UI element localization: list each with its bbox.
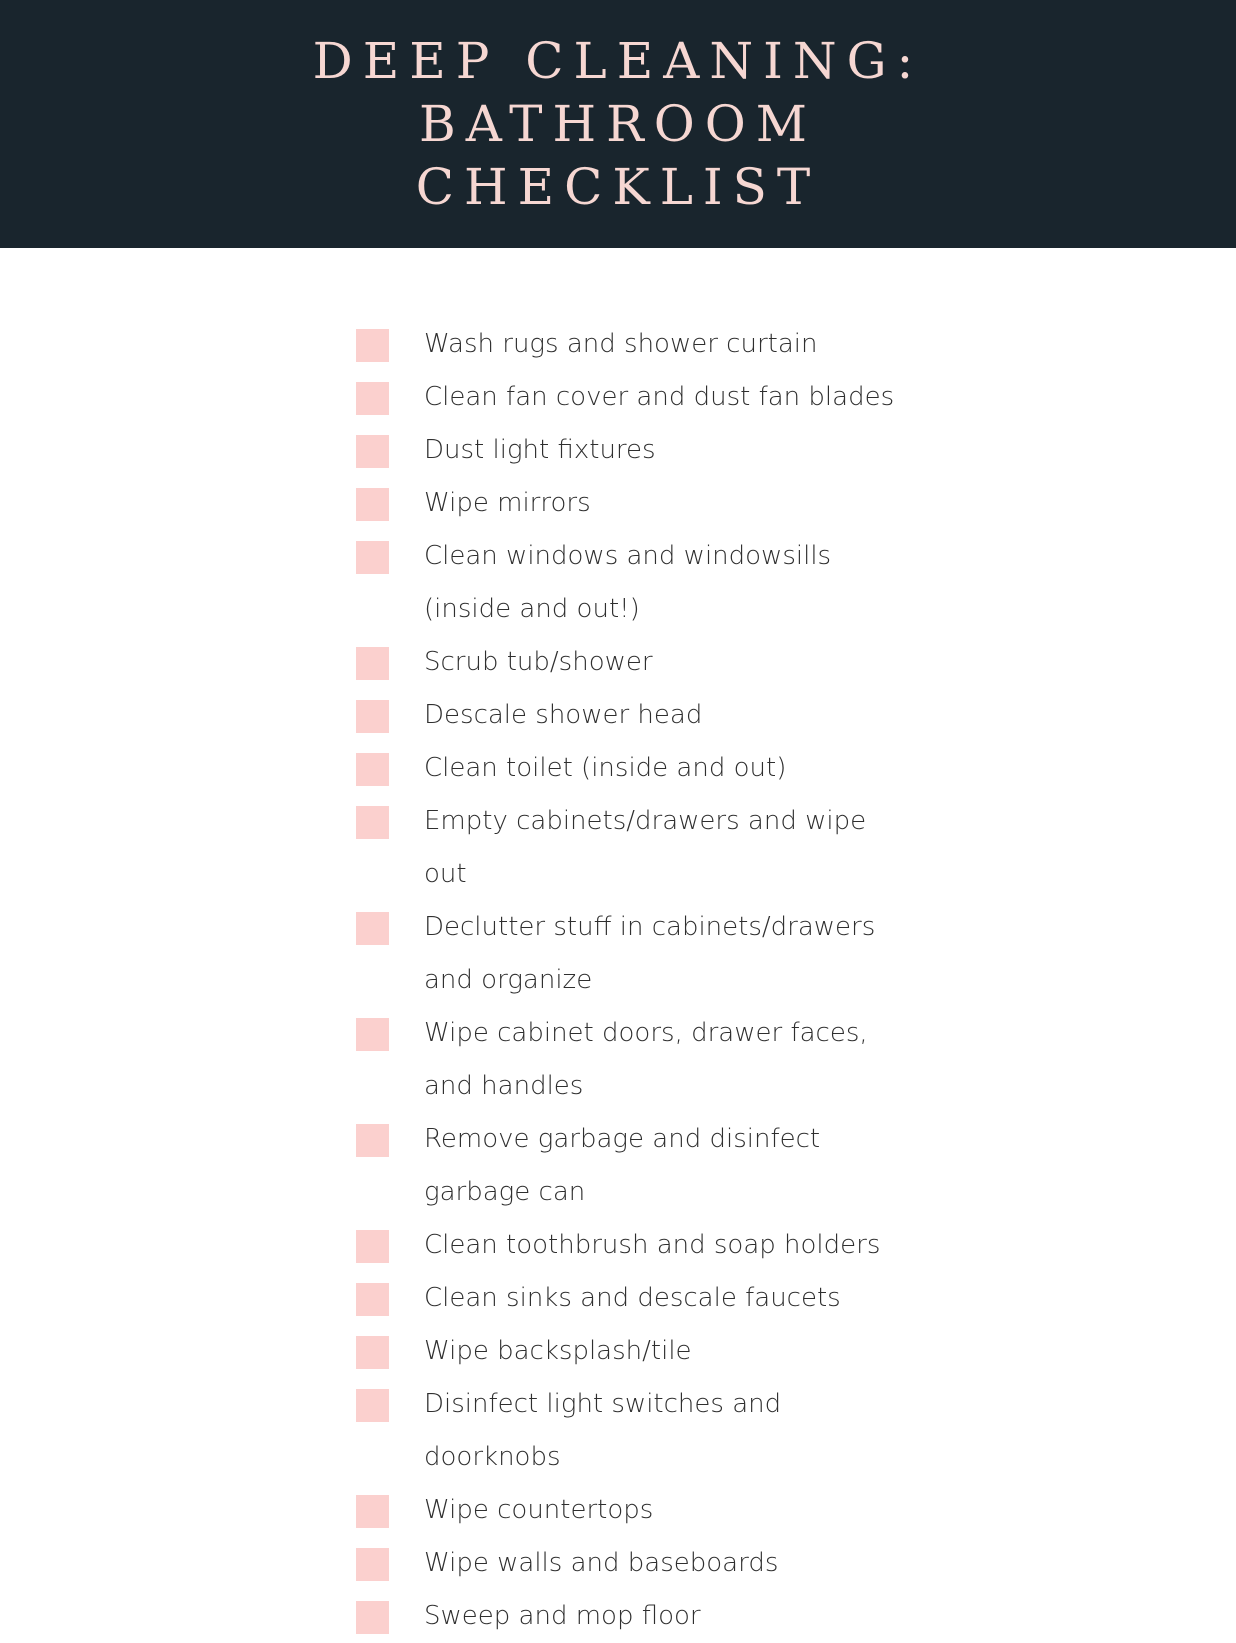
list-item — [356, 1590, 916, 1643]
item-label: Clean sinks and descale faucets — [424, 1283, 841, 1313]
item-label: Clean toilet (inside and out) — [424, 753, 787, 783]
item-label: Clean windows and windowsills (inside and out!) — [424, 541, 832, 624]
checkbox[interactable] — [356, 700, 389, 733]
checkbox[interactable] — [356, 1495, 389, 1528]
item-label: Disinfect light switches and doorknobs — [424, 1389, 782, 1472]
list-item — [356, 530, 916, 636]
checkbox[interactable] — [356, 1389, 389, 1422]
item-label: Empty cabinets/drawers and wipe out — [424, 806, 867, 889]
checkbox[interactable] — [356, 1283, 389, 1316]
header-banner — [0, 0, 1236, 248]
list-item — [356, 1537, 916, 1590]
item-label: Wipe backsplash/tile — [424, 1336, 692, 1366]
item-label: Sweep and mop floor — [424, 1601, 701, 1631]
item-label: Clean fan cover and dust fan blades — [424, 382, 895, 412]
list-item — [356, 1272, 916, 1325]
item-label: Scrub tub/shower — [424, 647, 653, 677]
checklist — [356, 318, 916, 1643]
list-item — [356, 318, 916, 371]
item-label: Wash rugs and shower curtain — [424, 329, 818, 359]
list-item — [356, 1325, 916, 1378]
checkbox[interactable] — [356, 435, 389, 468]
list-item — [356, 636, 916, 689]
checkbox[interactable] — [356, 1124, 389, 1157]
item-label: Clean toothbrush and soap holders — [424, 1230, 881, 1260]
list-item — [356, 1007, 916, 1113]
item-label: Wipe countertops — [424, 1495, 654, 1525]
list-item — [356, 901, 916, 1007]
item-label: Dust light fixtures — [424, 435, 656, 465]
item-label: Wipe cabinet doors, drawer faces, and handles — [424, 1018, 868, 1101]
checkbox[interactable] — [356, 912, 389, 945]
list-item — [356, 371, 916, 424]
list-item — [356, 795, 916, 901]
checkbox[interactable] — [356, 1230, 389, 1263]
item-label: Wipe mirrors — [424, 488, 591, 518]
checkbox[interactable] — [356, 488, 389, 521]
list-item — [356, 1378, 916, 1484]
checkbox[interactable] — [356, 1018, 389, 1051]
item-label: Declutter stuff in cabinets/drawers and organize — [424, 912, 876, 995]
checkbox[interactable] — [356, 1336, 389, 1369]
page-title-line-2: BATHROOM — [419, 94, 817, 153]
checkbox[interactable] — [356, 541, 389, 574]
item-label: Descale shower head — [424, 700, 703, 730]
list-item — [356, 477, 916, 530]
checkbox[interactable] — [356, 647, 389, 680]
checkbox[interactable] — [356, 1601, 389, 1634]
checkbox[interactable] — [356, 329, 389, 362]
checkbox[interactable] — [356, 382, 389, 415]
list-item — [356, 1484, 916, 1537]
checkbox[interactable] — [356, 806, 389, 839]
list-item — [356, 424, 916, 477]
page-title-line-1: DEEP CLEANING: — [312, 31, 924, 90]
list-item — [356, 742, 916, 795]
page-title-line-3: CHECKLIST — [415, 157, 821, 216]
checkbox[interactable] — [356, 753, 389, 786]
item-label: Remove garbage and disinfect garbage can — [424, 1124, 821, 1207]
list-item — [356, 689, 916, 742]
list-item — [356, 1219, 916, 1272]
checkbox[interactable] — [356, 1548, 389, 1581]
item-label: Wipe walls and baseboards — [424, 1548, 779, 1578]
list-item — [356, 1113, 916, 1219]
